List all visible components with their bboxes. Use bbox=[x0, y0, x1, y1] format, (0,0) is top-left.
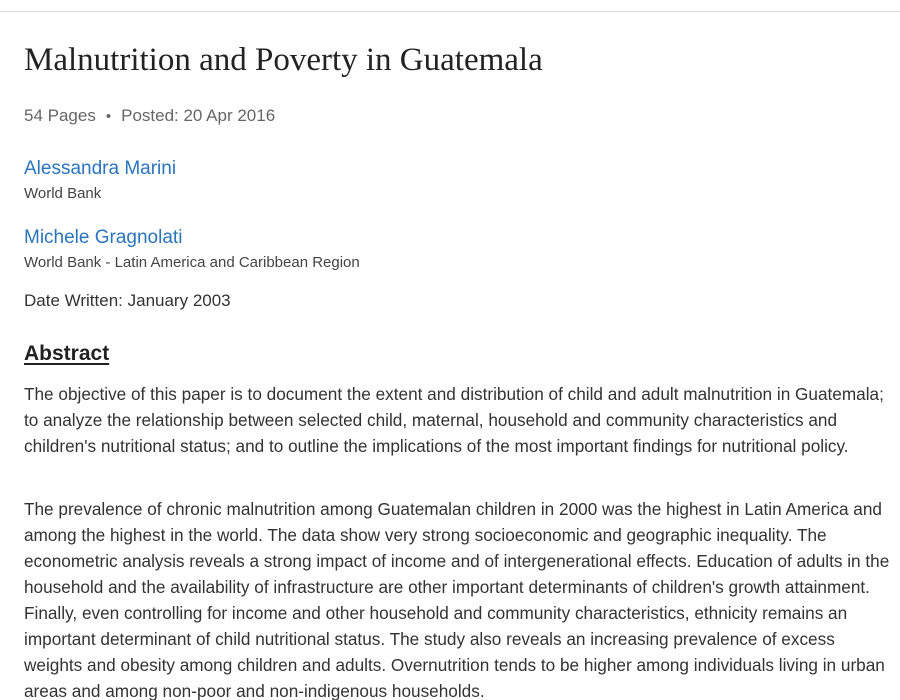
author-name-link[interactable]: Alessandra Marini bbox=[24, 158, 177, 179]
top-divider bbox=[0, 11, 900, 12]
abstract-paragraph: The prevalence of chronic malnutrition among Guatemalan children in 2000 was the highest in Latin America and among the highest in the world. The data show very strong socioeconomic and geographic inequality. The econometric analysis reveals a strong impact of income and of intergenerational effects. Education of adults in the household and the availability of infrastructure are other important determinants of children's growth attainment. Finally, even controlling for income and other household and community characteristics, ethnicity remains an important determinant of child nutritional status. The study also reveals an increasing prevalence of excess weights and obesity among children and adults. Overnutrition tends to be higher among individuals living in urban areas and among non-poor and non-indigenous households. bbox=[24, 499, 890, 700]
meta-separator: • bbox=[105, 108, 112, 125]
posted-date: Posted: 20 Apr 2016 bbox=[121, 106, 276, 125]
paper-title: Malnutrition and Poverty in Guatemala bbox=[24, 42, 543, 78]
abstract-paragraph: The objective of this paper is to document the extent and distribution of child and adult malnutrition in Guatemala; to analyze the relationship between selected child, maternal, household and community characteristics and children's nutritional status; and to outline the implications of the most important findings for nutritional policy. bbox=[24, 384, 884, 456]
author-block bbox=[24, 157, 176, 204]
abstract-heading: Abstract bbox=[24, 342, 110, 365]
author-affiliation: World Bank bbox=[24, 185, 102, 202]
author-affiliation: World Bank - Latin America and Caribbean Region bbox=[24, 254, 360, 271]
date-written: Date Written: January 2003 bbox=[24, 291, 231, 310]
author-block bbox=[24, 226, 360, 273]
author-name-link[interactable]: Michele Gragnolati bbox=[24, 227, 183, 248]
page-count: 54 Pages bbox=[24, 106, 96, 125]
paper-meta bbox=[24, 106, 275, 126]
